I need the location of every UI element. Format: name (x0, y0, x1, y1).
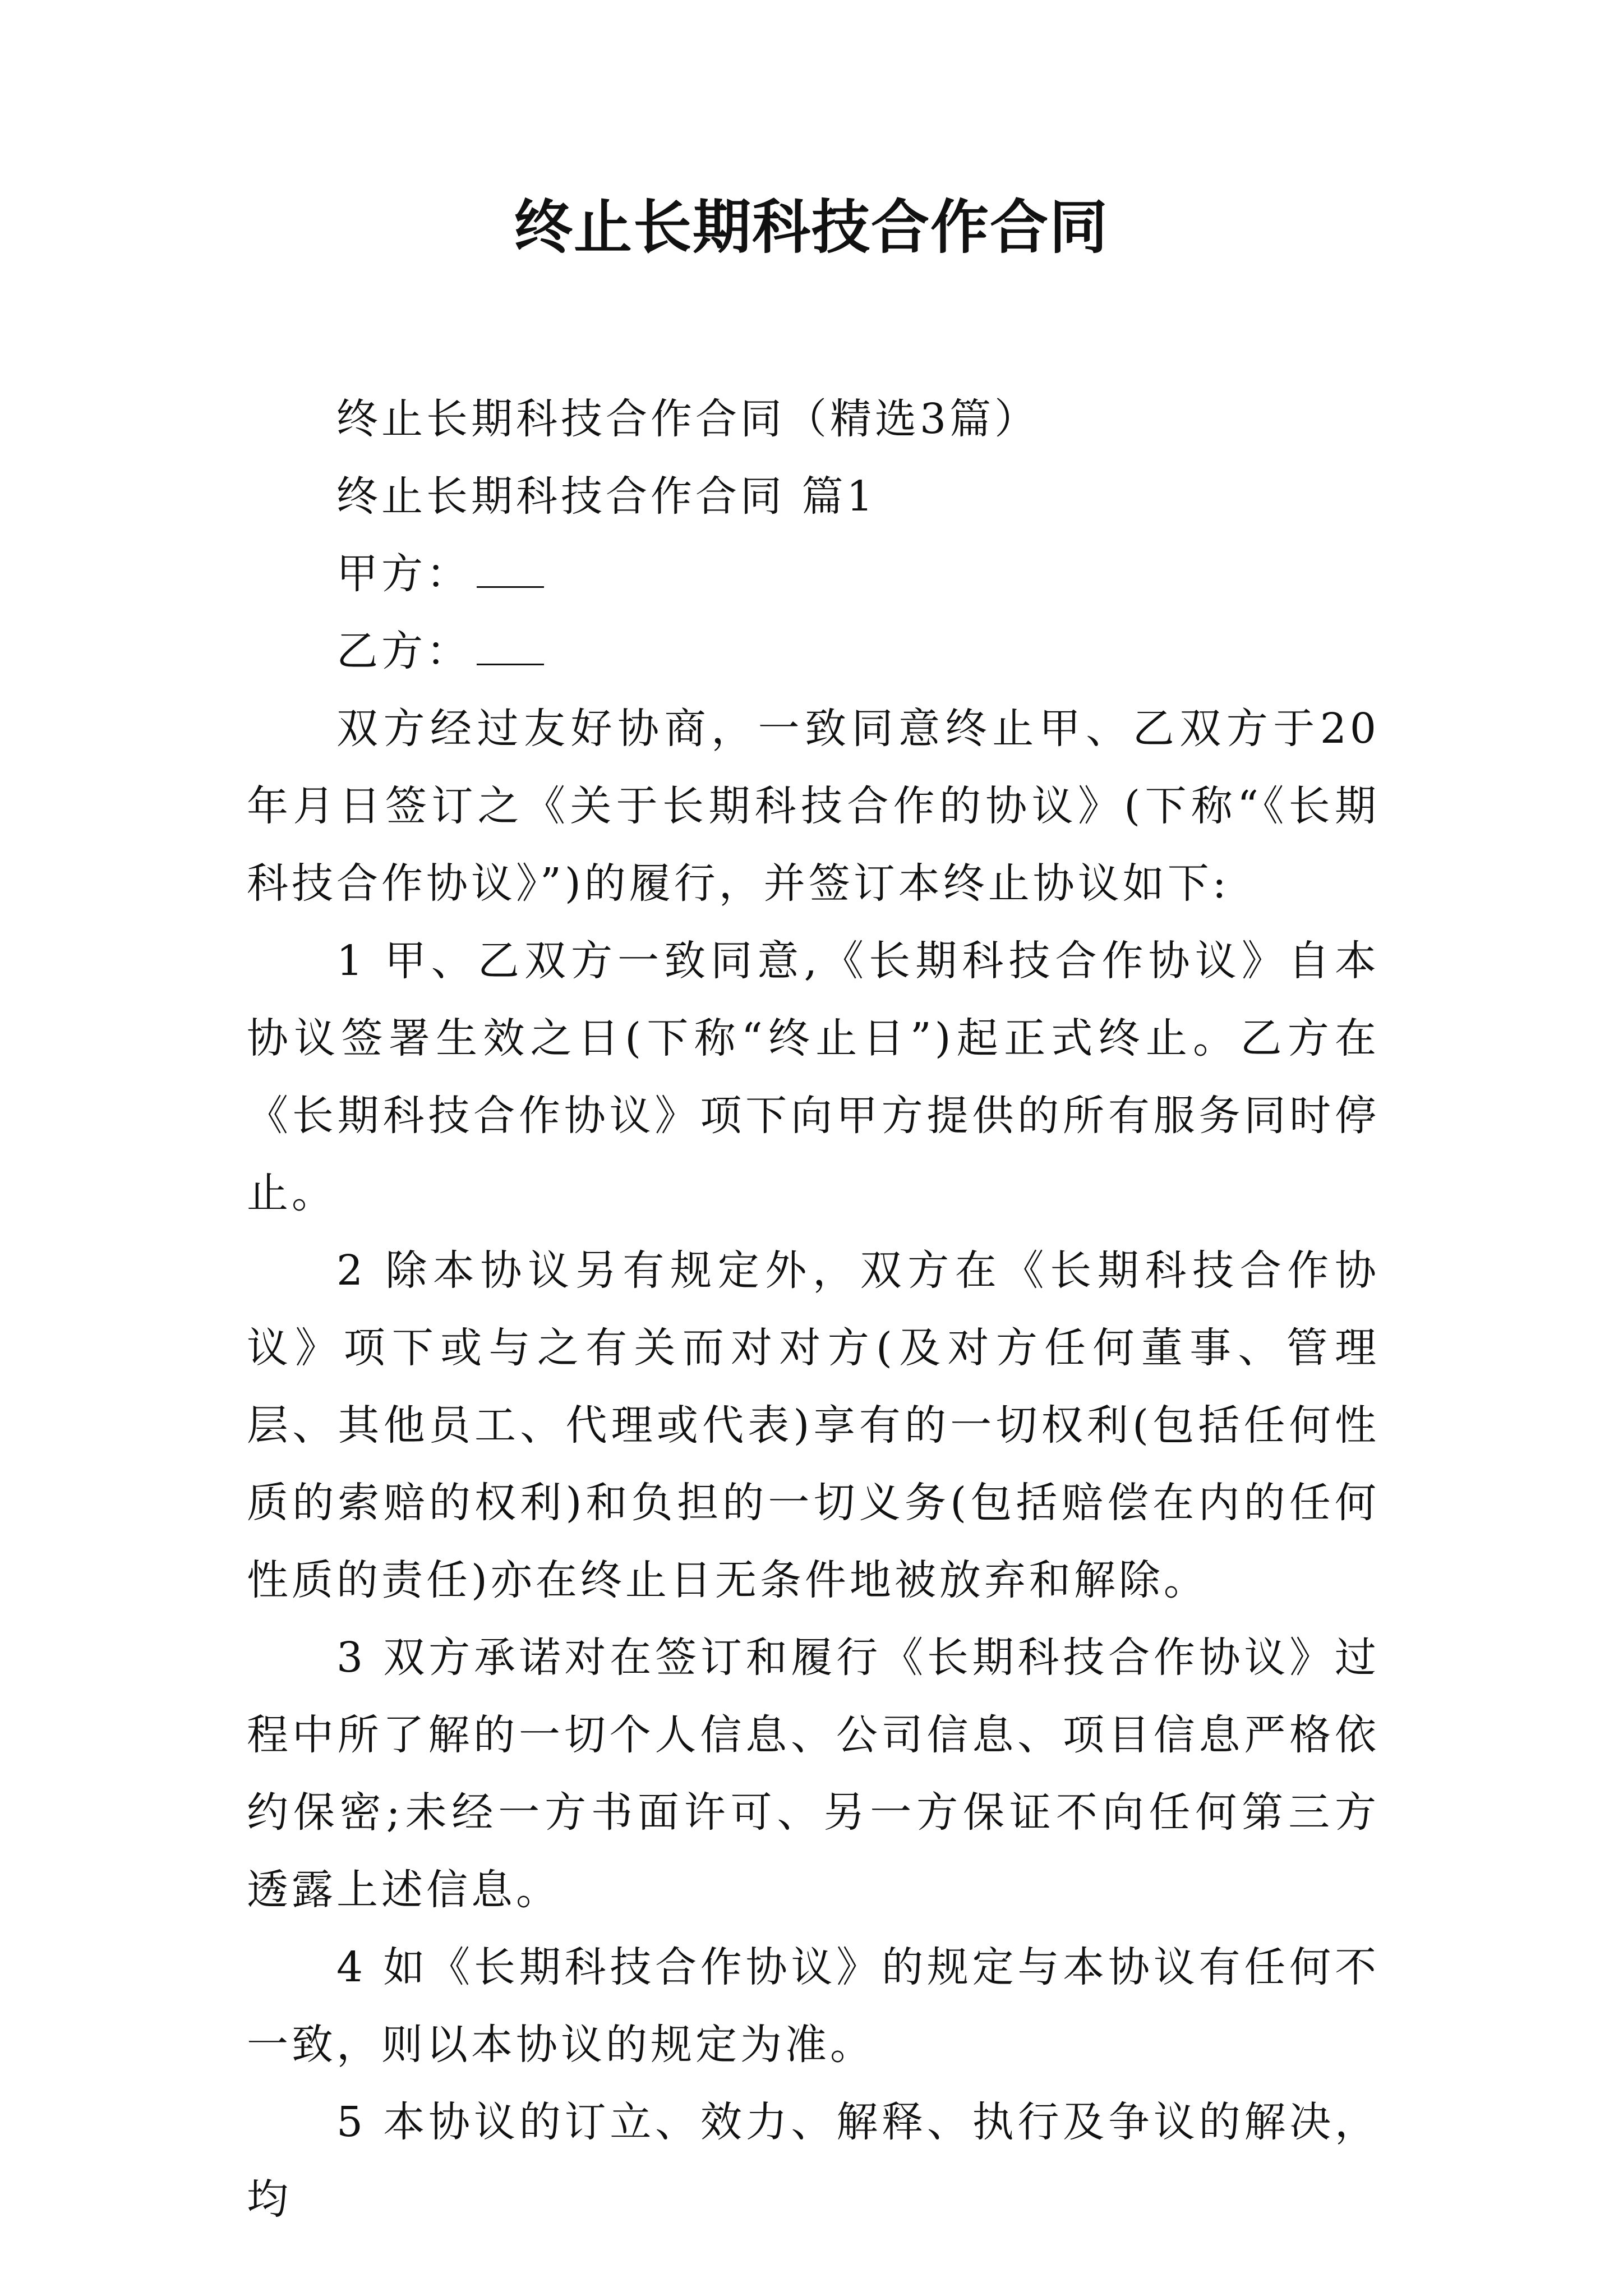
section-heading: 终止长期科技合作合同 篇1 (336, 472, 877, 521)
document-title: 终止长期科技合作合同 (514, 193, 1109, 261)
party-b-label: 乙方： (336, 627, 471, 675)
document-subtitle: 终止长期科技合作合同（精选3篇） (336, 395, 1040, 443)
party-b-blank (477, 652, 544, 665)
party-b-line (247, 613, 1380, 690)
party-a-label: 甲方： (336, 550, 471, 598)
paragraph-clause-4: 4 如《长期科技合作协议》的规定与本协议有任何不一致，则以本协议的规定为准。 (247, 1943, 1380, 2069)
paragraph-clause-1: 1 甲、乙双方一致同意,《长期科技合作协议》自本协议签署生效之日(下称“终止日”)起正式终止。乙方在《长期科技合作协议》项下向甲方提供的所有服务同时停止。 (247, 937, 1380, 1217)
party-a-line (247, 535, 1380, 613)
document-body (247, 380, 1380, 2238)
paragraph-clause-5: 5 本协议的订立、效力、解释、执行及争议的解决，均 (247, 2098, 1380, 2224)
paragraph-intro: 双方经过友好协商，一致同意终止甲、乙双方于20年月日签订之《关于长期科技合作的协议》(下称“《长期科技合作协议》”)的履行，并签订本终止协议如下: (247, 705, 1380, 908)
paragraph-clause-3: 3 双方承诺对在签订和履行《长期科技合作协议》过程中所了解的一切个人信息、公司信息、项目信息严格依约保密;未经一方书面许可、另一方保证不向任何第三方透露上述信息。 (247, 1634, 1380, 1914)
party-a-blank (477, 575, 544, 588)
paragraph-clause-2: 2 除本协议另有规定外，双方在《长期科技合作协议》项下或与之有关而对对方(及对方任何董事、管理层、其他员工、代理或代表)享有的一切权利(包括任何性质的索赔的权利)和负担的一切义务(包括赔偿在内的任何性质的责任)亦在终止日无条件地被放弃和解除。 (247, 1246, 1380, 1604)
